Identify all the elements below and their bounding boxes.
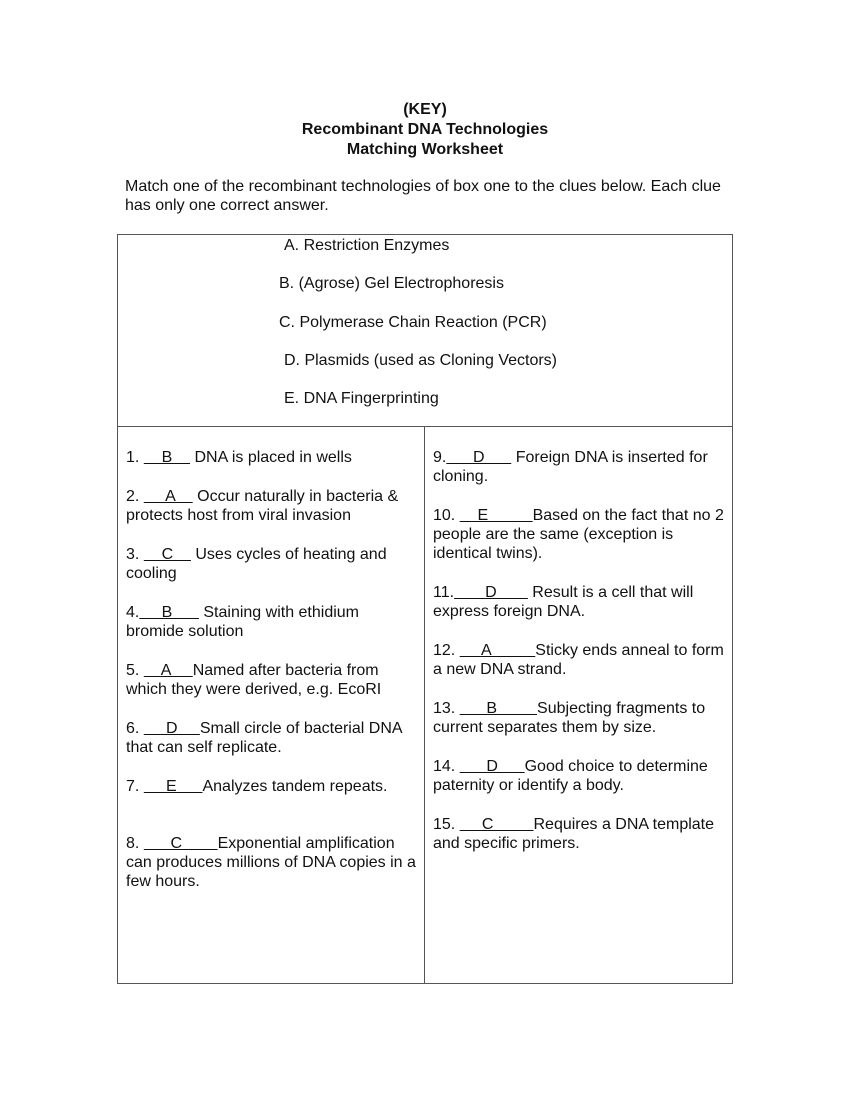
clue-item xyxy=(433,583,724,621)
clue-text: Staining with ethidium bromide solution xyxy=(126,604,360,640)
clue-column-right xyxy=(425,427,732,983)
clue-number: 12. xyxy=(433,642,460,659)
clue-text: Sticky ends anneal to form a new DNA strand. xyxy=(433,642,724,678)
clue-number: 1. xyxy=(126,449,144,466)
clue-item xyxy=(433,448,724,486)
choice-b: B. (Agrose) Gel Electrophoresis xyxy=(279,275,504,292)
answer-blank: C xyxy=(143,835,218,852)
answer-blank: D xyxy=(459,758,525,775)
answer-blank: D xyxy=(446,449,512,466)
worksheet-title: Recombinant DNA Technologies xyxy=(301,121,549,138)
clue-text: Uses cycles of heating and cooling xyxy=(126,546,387,582)
clue-item xyxy=(126,834,416,891)
clue-text: Requires a DNA template and specific primers. xyxy=(433,816,715,852)
clue-number: 8. xyxy=(126,835,144,852)
clue-column-left xyxy=(118,427,425,983)
choice-a: A. Restriction Enzymes xyxy=(284,237,450,254)
clue-number: 7. xyxy=(126,778,144,795)
clue-item xyxy=(433,757,724,795)
answer-blank: E xyxy=(459,507,533,524)
clue-text: Named after bacteria from which they were derived, e.g. EcoRI xyxy=(126,662,382,698)
clue-text: Based on the fact that no 2 people are the same (exception is identical twins). xyxy=(433,507,724,562)
clue-item xyxy=(126,603,416,641)
answer-blank: E xyxy=(143,778,203,795)
answer-blank: B xyxy=(143,449,191,466)
worksheet-header xyxy=(0,100,850,160)
clue-number: 4. xyxy=(126,604,140,621)
answer-blank: A xyxy=(143,488,193,505)
clue-item xyxy=(126,777,416,796)
choice-c: C. Polymerase Chain Reaction (PCR) xyxy=(279,314,547,331)
clue-number: 2. xyxy=(126,488,144,505)
clue-text: Result is a cell that will express foreign DNA. xyxy=(433,584,694,620)
answer-blank: B xyxy=(139,604,199,621)
instructions: Match one of the recombinant technologies of box one to the clues below. Each clue has only one correct answer. xyxy=(125,178,721,214)
clue-text: Occur naturally in bacteria & protects host from viral invasion xyxy=(126,488,399,524)
clue-number: 11. xyxy=(433,584,455,601)
worksheet-subtitle: Matching Worksheet xyxy=(346,141,504,158)
choice-e: E. DNA Fingerprinting xyxy=(284,390,439,407)
clue-item xyxy=(433,699,724,737)
clue-text: DNA is placed in wells xyxy=(190,449,352,466)
clue-item xyxy=(126,661,416,699)
choices-box xyxy=(117,234,733,427)
clue-number: 5. xyxy=(126,662,144,679)
answer-blank: C xyxy=(143,546,191,563)
clue-item xyxy=(433,815,724,853)
clue-number: 9. xyxy=(433,449,447,466)
clue-number: 15. xyxy=(433,816,460,833)
clue-number: 14. xyxy=(433,758,460,775)
clue-text: Small circle of bacterial DNA that can self replicate. xyxy=(126,720,402,756)
answer-blank: C xyxy=(459,816,534,833)
choice-d: D. Plasmids (used as Cloning Vectors) xyxy=(284,352,557,369)
answer-blank: B xyxy=(459,700,538,717)
clue-text: Analyzes tandem repeats. xyxy=(202,778,388,795)
key-label: (KEY) xyxy=(403,101,447,118)
answer-blank: D xyxy=(454,584,528,601)
clue-text: Good choice to determine paternity or identify a body. xyxy=(433,758,708,794)
clue-text: Foreign DNA is inserted for cloning. xyxy=(433,449,708,485)
clue-item xyxy=(126,448,416,467)
clue-item xyxy=(433,641,724,679)
answer-blank: A xyxy=(459,642,536,659)
clue-item xyxy=(126,487,416,525)
answer-blank: A xyxy=(143,662,193,679)
clue-number: 10. xyxy=(433,507,460,524)
clue-item xyxy=(433,506,724,563)
clue-text: Exponential amplification can produces millions of DNA copies in a few hours. xyxy=(126,835,416,890)
clue-item xyxy=(126,719,416,757)
clue-table xyxy=(117,426,733,984)
clue-item xyxy=(126,545,416,583)
answer-blank: D xyxy=(143,720,200,737)
clue-text: Subjecting fragments to current separates them by size. xyxy=(433,700,706,736)
clue-number: 6. xyxy=(126,720,144,737)
clue-number: 13. xyxy=(433,700,460,717)
clue-number: 3. xyxy=(126,546,144,563)
